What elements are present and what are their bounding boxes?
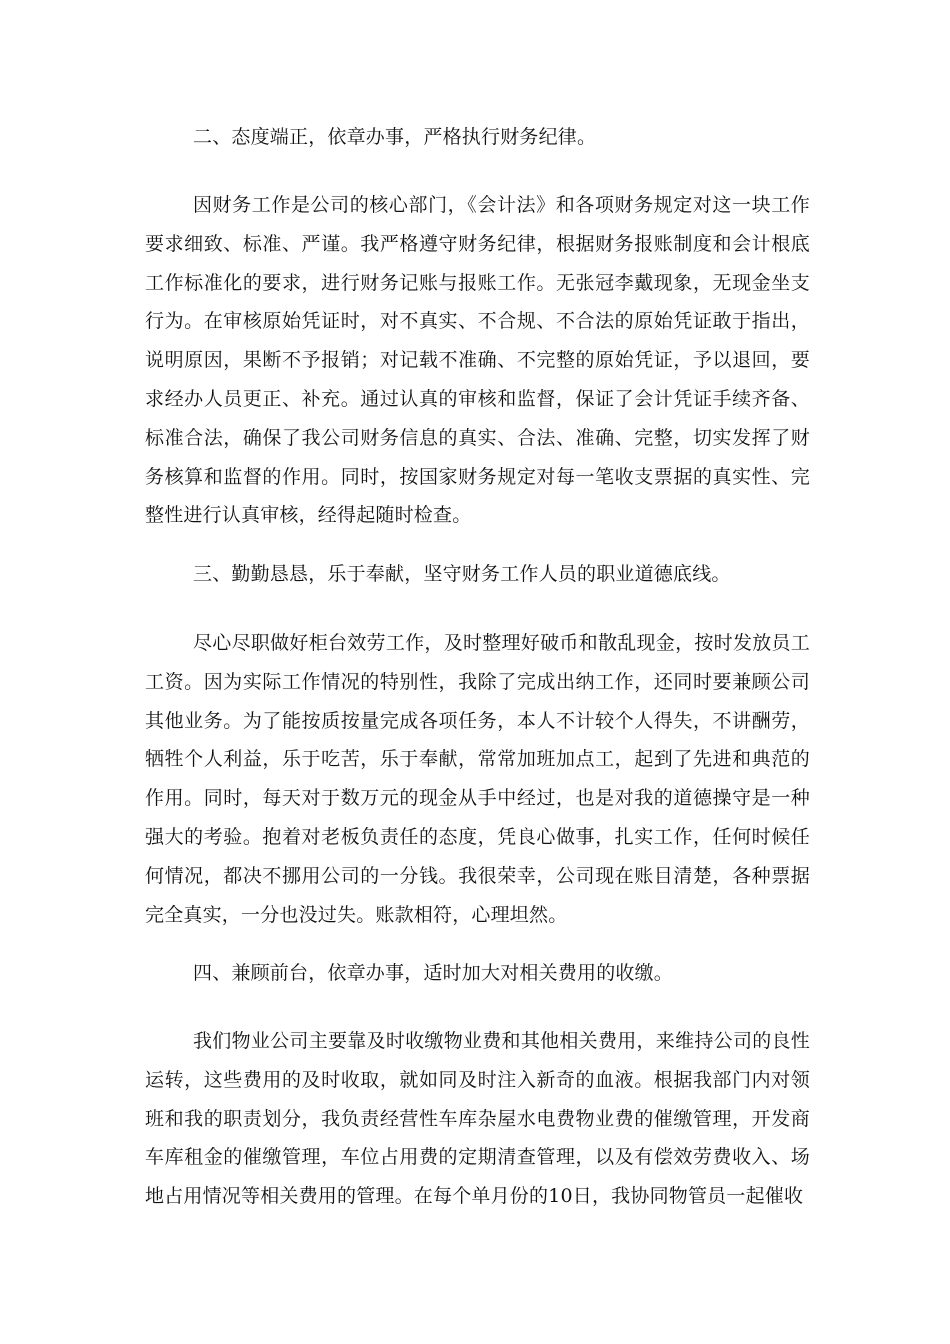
section-heading-3: 三、勤勤恳恳，乐于奉献，坚守财务工作人员的职业道德底线。 <box>193 563 731 585</box>
section-heading-2: 二、态度端正，依章办事，严格执行财务纪律。 <box>193 126 597 148</box>
section-paragraph-4: 我们物业公司主要靠及时收缴物业费和其他相关费用，来维持公司的良性运转，这些费用的及时收取，就如同及时注入新奇的血液。根据我部门内对领班和我的职责划分，我负责经营性车库杂屋水电费物业费的催缴管理，开发商车库租金的催缴管理，车位占用费的定期清查管理，以及有偿效劳费收入、场地占用情况等相关费用的管理。在每个单月份的10日，我协同物管员一起催收 <box>145 1030 810 1208</box>
section-heading-4: 四、兼顾前台，依章办事，适时加大对相关费用的收缴。 <box>193 962 674 984</box>
section-paragraph-2: 因财务工作是公司的核心部门，《会计法》和各项财务规定对这一块工作要求细致、标准、严谨。我严格遵守财务纪律，根据财务报账制度和会计根底工作标准化的要求，进行财务记账与报账工作。无张冠李戴现象，无现金坐支行为。在审核原始凭证时，对不真实、不合规、不合法的原始凭证敢于指出，说明原因，果断不予报销；对记载不准确、不完整的原始凭证，予以退回，要求经办人员更正、补充。通过认真的审核和监督，保证了会计凭证手续齐备、标准合法，确保了我公司财务信息的真实、合法、准确、完整，切实发挥了财务核算和监督的作用。同时，按国家财务规定对每一笔收支票据的真实性、完整性进行认真审核，经得起随时检查。 <box>145 194 810 527</box>
section-paragraph-3: 尽心尽职做好柜台效劳工作，及时整理好破币和散乱现金，按时发放员工工资。因为实际工作情况的特别性，我除了完成出纳工作，还同时要兼顾公司其他业务。为了能按质按量完成各项任务，本人不计较个人得失，不讲酬劳，牺牲个人利益，乐于吃苦，乐于奉献，常常加班加点工，起到了先进和典范的作用。同时，每天对于数万元的现金从手中经过，也是对我的道德操守是一种强大的考验。抱着对老板负责任的态度，凭良心做事，扎实工作，任何时候任何情况，都决不挪用公司的一分钱。我很荣幸，公司现在账目清楚，各种票据完全真实，一分也没过失。账款相符，心理坦然。 <box>145 632 810 926</box>
